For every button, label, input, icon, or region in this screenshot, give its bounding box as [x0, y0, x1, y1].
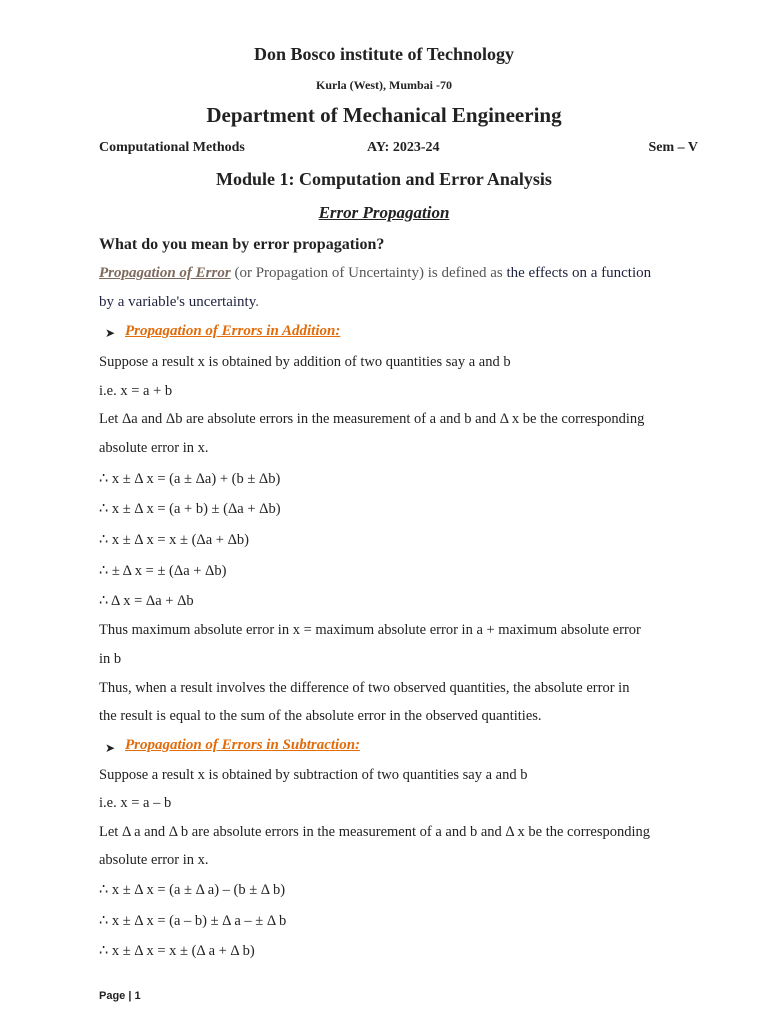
- subtraction-line: absolute error in x.: [99, 852, 209, 868]
- definition-line-2: [99, 294, 259, 311]
- addition-equation: ∴ ± Δ x = ± (Δa + Δb): [99, 563, 227, 579]
- subtraction-equation: ∴ x ± Δ x = (a ± Δ a) – (b ± Δ b): [99, 882, 286, 898]
- question-heading: What do you mean by error propagation?: [99, 236, 385, 253]
- definition-emphasis-2: by a variable's uncertainty: [99, 294, 256, 310]
- definition-period: .: [255, 294, 259, 310]
- addition-line: Let Δa and Δb are absolute errors in the measurement of a and b and Δ x be the corresponding: [99, 411, 645, 427]
- addition-equation: ∴ x ± Δ x = (a + b) ± (Δa + Δb): [99, 501, 281, 517]
- institute-address: Kurla (West), Mumbai -70: [316, 78, 452, 92]
- addition-line: Thus maximum absolute error in x = maximum absolute error in a + maximum absolute error: [99, 622, 641, 638]
- subtraction-line: i.e. x = a – b: [99, 795, 172, 811]
- semester: Sem – V: [648, 140, 698, 155]
- subtraction-equation: ∴ x ± Δ x = x ± (Δ a + Δ b): [99, 943, 255, 959]
- bullet-arrow-icon: ➤: [105, 741, 116, 755]
- institute-name: Don Bosco institute of Technology: [253, 44, 515, 64]
- addition-equation: ∴ x ± Δ x = (a ± Δa) + (b ± Δb): [99, 471, 281, 487]
- addition-line: i.e. x = a + b: [99, 383, 173, 399]
- course-name: Computational Methods: [99, 140, 245, 155]
- subtraction-line: Let Δ a and Δ b are absolute errors in the measurement of a and b and Δ x be the corresponding: [99, 824, 651, 840]
- topic-title: Error Propagation: [318, 203, 450, 222]
- definition-emphasis: the effects on a function: [506, 265, 652, 281]
- addition-line: absolute error in x.: [99, 440, 209, 456]
- subtraction-line: Suppose a result x is obtained by subtraction of two quantities say a and b: [99, 767, 528, 783]
- addition-line: in b: [99, 651, 122, 667]
- academic-year: AY: 2023-24: [367, 140, 440, 155]
- addition-line: Suppose a result x is obtained by addition of two quantities say a and b: [99, 354, 511, 370]
- addition-equation: ∴ Δ x = Δa + Δb: [99, 593, 194, 609]
- definition-term: Propagation of Error: [99, 265, 231, 281]
- definition-text: (or Propagation of Uncertainty) is defined as: [230, 265, 507, 281]
- addition-line: Thus, when a result involves the difference of two observed quantities, the absolute error in: [99, 680, 630, 696]
- addition-equation: ∴ x ± Δ x = x ± (Δa + Δb): [99, 532, 250, 548]
- department-name: Department of Mechanical Engineering: [206, 103, 562, 127]
- page-number: Page | 1: [99, 990, 141, 1002]
- addition-heading: Propagation of Errors in Addition:: [125, 323, 341, 339]
- subtraction-equation: ∴ x ± Δ x = (a – b) ± Δ a – ± Δ b: [99, 913, 287, 929]
- bullet-arrow-icon: ➤: [105, 326, 116, 340]
- subtraction-heading: Propagation of Errors in Subtraction:: [125, 737, 361, 753]
- addition-line: the result is equal to the sum of the absolute error in the observed quantities.: [99, 708, 542, 724]
- definition-line-1: [99, 265, 651, 282]
- module-title: Module 1: Computation and Error Analysis: [216, 169, 552, 189]
